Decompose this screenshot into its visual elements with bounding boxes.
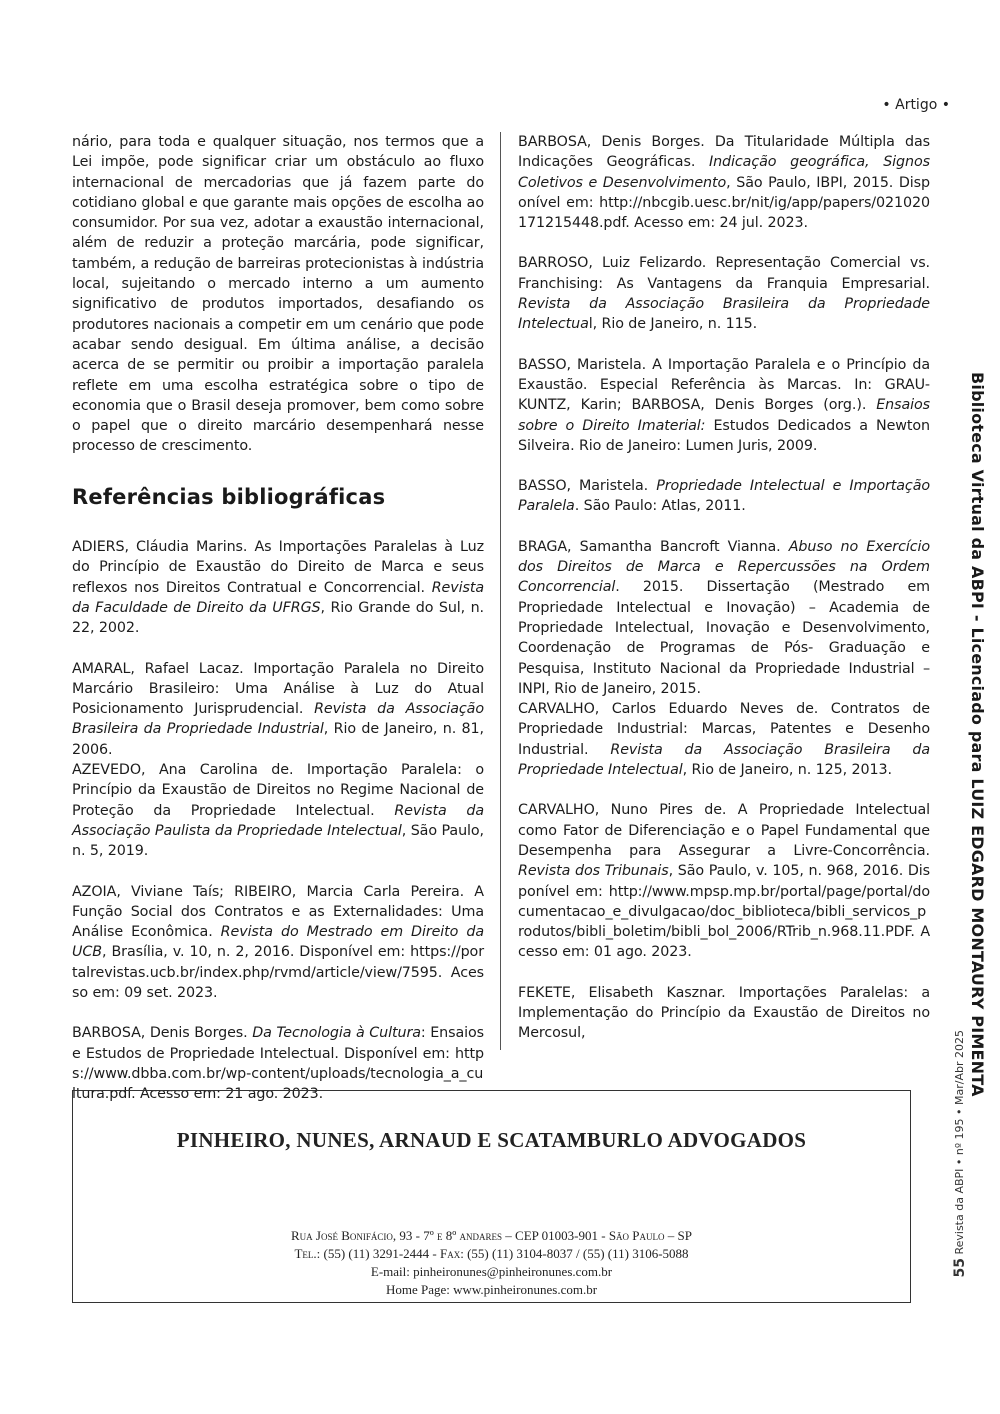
firm-address: Rua José Bonifácio, 93 - 7º e 8º andares – CEP 01003-901 - São Paulo – SP [291,1228,692,1243]
reference-item: AZEVEDO, Ana Carolina de. Importação Paralela: o Princípio da Exaustão de Direitos no Regime Nacional de Proteção da Propriedade Intelectual. Revista da Associação Paulista da Propriedade Intelectual, São Paulo, n. 5, 2019. [72,762,484,860]
reference-item: BASSO, Maristela. Propriedade Intelectual e Importação Paralela. São Paulo: Atlas, 2011. [518,478,931,515]
reference-item: CARVALHO, Nuno Pires de. A Propriedade Intelectual como Fator de Diferenciação e o Papel Fundamental que Desempenha para Assegurar a Livre-Concorrência. Revista dos Tribunais, São Paulo, v. 105, n. 968, 2016. Disponível em: http://www.mpsp.mp.br/portal/page/portal/documentacao_e_divulgacao/doc_biblioteca/bibli_servicos_produtos/bibli_boletim/bibli_bol_2006/RTrib_n.968.11.PDF. Acesso em: 01 ago. 2023. [518,802,931,961]
reference-item: ADIERS, Cláudia Marins. As Importações Paralelas à Luz do Princípio de Exaustão do Direito de Marca e seus reflexos nos Direitos Contratual e Concorrencial. Revista da Faculdade de Direito da UFRGS, Rio Grande do Sul, n. 22, 2002. [72,539,484,637]
page-number: 55 [952,1258,968,1278]
body-paragraph: nário, para toda e qualquer situação, nos termos que a Lei impõe, pode significar criar um obstáculo ao fluxo internacional de mercadorias que já fazem parte do cotidiano global e que garante mais opções de escolha ao consumidor. Por sua vez, adotar a exaustão internacional, além de reduzir a proteção marcária, pode significar, também, a redução de barreiras protecionistas à indústria local, sujeitando o mercado interno a um aumento significativo de produtos importados, desafiando os produtores nacionais a competir em um cenário que pode acabar sendo desigual. Em última análise, a decisão acerca de se permitir ou proibir a importação paralela reflete em uma escolha estratégica sobre o tipo de economia que o Brasil deseja promover, bem como sobre o papel que o direito marcário desempenhará nesse processo de crescimento. [72,134,484,455]
reference-item: CARVALHO, Carlos Eduardo Neves de. Contratos de Propriedade Industrial: Marcas, Patentes e Desenho Industrial. Revista da Associação Brasileira da Propriedade Intelectual, Rio de Janeiro, n. 125, 2013. [518,701,930,779]
reference-item: FEKETE, Elisabeth Kasznar. Importações Paralelas: a Implementação do Princípio da Exaustão de Direitos no Mercosul, [518,984,930,1042]
law-firm-ad [72,1090,911,1303]
left-column [72,132,484,1124]
reference-item: BARBOSA, Denis Borges. Da Titularidade Múltipla das Indicações Geográficas. Indicação geográfica, Signos Coletivos e Desenvolvimento, São Paulo, IBPI, 2015. Disponível em: http://nbcgib.uesc.br/nit/ig/app/papers/021020171215448.pdf. Acesso em: 24 jul. 2023. [518,134,930,232]
reference-item: BARBOSA, Denis Borges. Da Tecnologia à Cultura: Ensaios e Estudos de Propriedade Intelectual. Disponível em: https://www.dbba.com.br/wp-content/uploads/tecnologia_a_cultura.pdf. Acesso em: 21 ago. 2023. [72,1025,485,1103]
right-column [518,132,930,1064]
firm-phone: Tel.: (55) (11) 3291-2444 - Fax: (55) (11) 3104-8037 / (55) (11) 3106-5088 [294,1246,689,1261]
journal-footer [952,1030,968,1286]
column-divider [500,132,501,1050]
firm-homepage: Home Page: www.pinheironunes.com.br [385,1282,598,1297]
firm-name: PINHEIRO, NUNES, ARNAUD E SCATAMBURLO ADVOGADOS [176,1128,807,1152]
license-watermark: Biblioteca Virtual da ABPI - Licenciado para LUIZ EDGARD MONTAURY PIMENTA [968,372,987,1097]
section-label: • Artigo • [882,97,950,113]
references-heading: Referências bibliográficas [72,484,386,509]
firm-contact [73,1227,910,1299]
reference-item: AMARAL, Rafael Lacaz. Importação Paralela no Direito Marcário Brasileiro: Uma Análise à Luz do Atual Posicionamento Jurisprudencial. Revista da Associação Brasileira da Propriedade Industrial, Rio de Janeiro, n. 81, 2006. [72,660,484,758]
reference-item: BRAGA, Samantha Bancroft Vianna. Abuso no Exercício dos Direitos de Marca e Repercussões na Ordem Concorrencial. 2015. Dissertação (Mestrado em Propriedade Intelectual e Inovação) – Academia de Propriedade Intelectual, Inovação e Desenvolvimento, Coordenação de Programas de Pós- Graduação e Pesquisa, Instituto Nacional da Propriedade Industrial – INPI, Rio de Janeiro, 2015. [518,538,930,697]
journal-issue: Revista da ABPI • nº 195 • Mar/Abr 2025 [953,1030,966,1255]
reference-item: BASSO, Maristela. A Importação Paralela e o Princípio da Exaustão. Especial Referência às Marcas. In: GRAU-KUNTZ, Karin; BARBOSA, Denis Borges (org.). Ensaios sobre o Direito Imaterial: Estudos Dedicados a Newton Silveira. Rio de Janeiro: Lumen Juris, 2009. [518,356,930,454]
reference-item: BARROSO, Luiz Felizardo. Representação Comercial vs. Franchising: As Vantagens da Franquia Empresarial. Revista da Associação Brasileira da Propriedade Intelectual, Rio de Janeiro, n. 115. [518,255,930,333]
firm-email: E-mail: pinheironunes@pinheironunes.com.br [370,1264,613,1279]
reference-item: AZOIA, Viviane Taís; RIBEIRO, Marcia Carla Pereira. A Função Social dos Contratos e as Externalidades: Uma Análise Econômica. Revista do Mestrado em Direito da UCB, Brasília, v. 10, n. 2, 2016. Disponível em: https://portalrevistas.ucb.br/index.php/rvmd/article/view/7595. Acesso em: 09 set. 2023. [72,883,484,1001]
